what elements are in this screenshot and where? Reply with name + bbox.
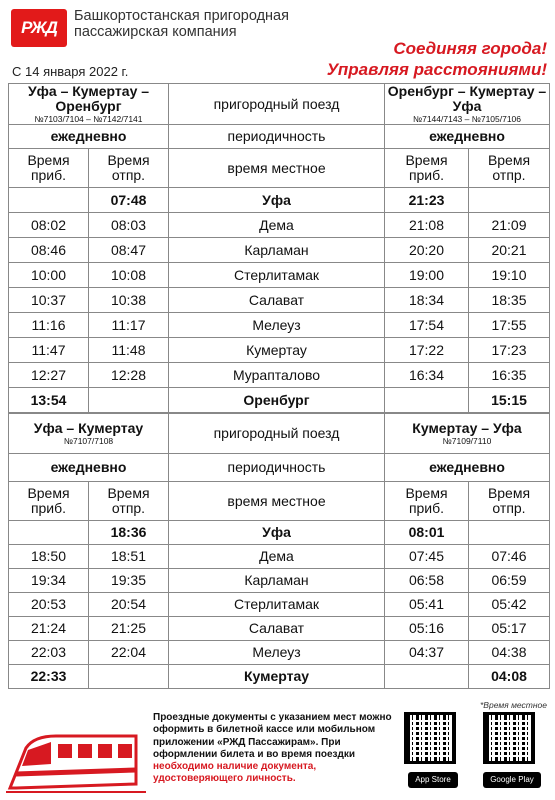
- company-name: [74, 8, 289, 40]
- column-header-row: [9, 482, 550, 521]
- table-row: [9, 593, 550, 617]
- arrival-time: 10:00: [9, 263, 89, 288]
- arrival-time-return: [385, 665, 469, 689]
- train-type: пригородный поезд: [169, 414, 385, 454]
- departure-time: 21:25: [89, 617, 169, 641]
- periodicity-right: ежедневно: [385, 125, 550, 149]
- route-right-numbers: №7109/7110: [442, 436, 492, 446]
- station-name: Оренбург: [169, 388, 385, 413]
- arrival-time-return: [385, 388, 469, 413]
- arrival-time: 08:46: [9, 238, 89, 263]
- periodicity-label: периодичность: [169, 125, 385, 149]
- route-left: [9, 84, 169, 125]
- dep-header-right: Время отпр.: [469, 149, 550, 188]
- departure-time: 11:48: [89, 338, 169, 363]
- station-name: Стерлитамак: [169, 263, 385, 288]
- departure-time-return: 16:35: [469, 363, 550, 388]
- arrival-time: 18:50: [9, 545, 89, 569]
- station-name: Дема: [169, 213, 385, 238]
- arrival-time-return: 19:00: [385, 263, 469, 288]
- appstore-badge[interactable]: App Store: [408, 772, 458, 788]
- arr-header-right: Время приб.: [385, 149, 469, 188]
- departure-time-return: 04:38: [469, 641, 550, 665]
- route-left-numbers: №7107/7108: [63, 436, 114, 446]
- periodicity-label: периодичность: [169, 454, 385, 482]
- departure-time: 08:03: [89, 213, 169, 238]
- arrival-time-return: 06:58: [385, 569, 469, 593]
- route-left-numbers: №7103/7104 – №7142/7141: [34, 114, 143, 124]
- arrival-time-return: 05:16: [385, 617, 469, 641]
- departure-time-return: 17:23: [469, 338, 550, 363]
- station-name: Мурапталово: [169, 363, 385, 388]
- periodicity-right: ежедневно: [385, 454, 550, 482]
- arrival-time-return: 17:22: [385, 338, 469, 363]
- table-row: [9, 521, 550, 545]
- local-time-label: время местное: [169, 149, 385, 188]
- arrival-time: 20:53: [9, 593, 89, 617]
- effective-date: С 14 января 2022 г.: [12, 64, 129, 79]
- departure-time-return: 15:15: [469, 388, 550, 413]
- departure-time: 10:38: [89, 288, 169, 313]
- route-right: [385, 414, 550, 454]
- ticket-info: [153, 712, 398, 786]
- departure-time: 10:08: [89, 263, 169, 288]
- station-name: Карламан: [169, 238, 385, 263]
- table-row: [9, 213, 550, 238]
- table-row: [9, 338, 550, 363]
- departure-time-return: 05:17: [469, 617, 550, 641]
- table-row: [9, 665, 550, 689]
- googleplay-qr-code[interactable]: [483, 712, 535, 764]
- table-row: [9, 388, 550, 413]
- departure-time-return: [469, 521, 550, 545]
- arrival-time: 10:37: [9, 288, 89, 313]
- table-row: [9, 188, 550, 213]
- departure-time: 20:54: [89, 593, 169, 617]
- schedule-table-2: [8, 413, 550, 689]
- ticket-info-text: Проездные документы с указанием мест можно оформить в билетной кассе или мобильном приложении «РЖД Пассажирам».: [153, 712, 392, 748]
- arrival-time-return: 07:45: [385, 545, 469, 569]
- company-line-2: пассажирская компания: [74, 24, 237, 40]
- departure-time-return: 18:35: [469, 288, 550, 313]
- arrival-time: 11:16: [9, 313, 89, 338]
- periodicity-row: [9, 454, 550, 482]
- departure-time-return: 17:55: [469, 313, 550, 338]
- arrival-time-return: 04:37: [385, 641, 469, 665]
- slogan-line-2: Управляя расстояниями!: [326, 60, 547, 79]
- departure-time-return: 20:21: [469, 238, 550, 263]
- departure-time: 19:35: [89, 569, 169, 593]
- train-type: пригородный поезд: [169, 84, 385, 125]
- station-name: Кумертау: [169, 338, 385, 363]
- footer: [0, 698, 555, 800]
- station-name: Кумертау: [169, 665, 385, 689]
- arrival-time: [9, 521, 89, 545]
- station-name: Уфа: [169, 521, 385, 545]
- arrival-time-return: 20:20: [385, 238, 469, 263]
- dep-header-left: Время отпр.: [89, 482, 169, 521]
- arrival-time: 08:02: [9, 213, 89, 238]
- departure-time-return: 06:59: [469, 569, 550, 593]
- route-left: [9, 414, 169, 454]
- arrival-time-return: 05:41: [385, 593, 469, 617]
- column-header-row: [9, 149, 550, 188]
- table-row: [9, 617, 550, 641]
- dep-header-left: Время отпр.: [89, 149, 169, 188]
- arrival-time-return: 17:54: [385, 313, 469, 338]
- arrival-time-return: 18:34: [385, 288, 469, 313]
- logo-text: РЖД: [21, 18, 57, 37]
- arrival-time: [9, 188, 89, 213]
- departure-time: 22:04: [89, 641, 169, 665]
- departure-time: [89, 665, 169, 689]
- departure-time-return: [469, 188, 550, 213]
- local-time-label: время местное: [169, 482, 385, 521]
- arrival-time-return: 16:34: [385, 363, 469, 388]
- local-time-note: *Время местное: [480, 700, 547, 710]
- schedule-body-1: [9, 188, 550, 413]
- route-right-title: Оренбург – Кумертау – Уфа: [387, 83, 547, 114]
- arrival-time: 22:33: [9, 665, 89, 689]
- rzd-logo: [11, 9, 67, 47]
- table-row: [9, 313, 550, 338]
- table-row: [9, 641, 550, 665]
- station-name: Карламан: [169, 569, 385, 593]
- arrival-time: 22:03: [9, 641, 89, 665]
- header: [0, 0, 555, 84]
- departure-time: 07:48: [89, 188, 169, 213]
- station-name: Уфа: [169, 188, 385, 213]
- station-name: Мелеуз: [169, 313, 385, 338]
- ticket-info-text-2: При оформлении билета и во время поездки: [153, 736, 356, 760]
- schedule-body-2: [9, 521, 550, 689]
- periodicity-row: [9, 125, 550, 149]
- arrival-time-return: 08:01: [385, 521, 469, 545]
- arrival-time: 19:34: [9, 569, 89, 593]
- table-row: [9, 363, 550, 388]
- departure-time-return: 19:10: [469, 263, 550, 288]
- id-required-text: необходимо наличие документа, удостоверяющего личность.: [153, 761, 317, 785]
- station-name: Мелеуз: [169, 641, 385, 665]
- arr-header-right: Время приб.: [385, 482, 469, 521]
- table-row: [9, 238, 550, 263]
- arrival-time-return: 21:08: [385, 213, 469, 238]
- arrival-time: 13:54: [9, 388, 89, 413]
- departure-time: [89, 388, 169, 413]
- route-left-title: Уфа – Кумертау: [33, 420, 144, 436]
- departure-time-return: 21:09: [469, 213, 550, 238]
- arrival-time-return: 21:23: [385, 188, 469, 213]
- station-name: Дема: [169, 545, 385, 569]
- departure-time: 12:28: [89, 363, 169, 388]
- table-row: [9, 288, 550, 313]
- departure-time-return: 05:42: [469, 593, 550, 617]
- arrival-time: 12:27: [9, 363, 89, 388]
- table-row: [9, 569, 550, 593]
- periodicity-left: ежедневно: [9, 454, 169, 482]
- arr-header-left: Время приб.: [9, 149, 89, 188]
- schedule-table-1: [8, 83, 550, 413]
- route-left-title: Уфа – Кумертау – Оренбург: [27, 83, 150, 114]
- station-name: Стерлитамак: [169, 593, 385, 617]
- arrival-time: 11:47: [9, 338, 89, 363]
- appstore-qr-code[interactable]: [404, 712, 456, 764]
- arr-header-left: Время приб.: [9, 482, 89, 521]
- route-right: [385, 84, 550, 125]
- slogan: [327, 38, 547, 80]
- station-name: Салават: [169, 617, 385, 641]
- station-name: Салават: [169, 288, 385, 313]
- departure-time: 11:17: [89, 313, 169, 338]
- route-right-numbers: №7144/7143 – №7105/7106: [412, 114, 522, 124]
- company-line-1: Башкортостанская пригородная: [74, 8, 289, 24]
- dep-header-right: Время отпр.: [469, 482, 550, 521]
- route-header-row: [9, 84, 550, 125]
- googleplay-badge[interactable]: Google Play: [483, 772, 541, 788]
- periodicity-left: ежедневно: [9, 125, 169, 149]
- departure-time-return: 07:46: [469, 545, 550, 569]
- arrival-time: 21:24: [9, 617, 89, 641]
- slogan-line-1: Соединяя города!: [393, 39, 547, 58]
- departure-time: 08:47: [89, 238, 169, 263]
- train-icon: [6, 718, 146, 796]
- route-header-row: [9, 414, 550, 454]
- route-right-title: Кумертау – Уфа: [412, 420, 522, 436]
- departure-time: 18:51: [89, 545, 169, 569]
- departure-time-return: 04:08: [469, 665, 550, 689]
- departure-time: 18:36: [89, 521, 169, 545]
- table-row: [9, 545, 550, 569]
- table-row: [9, 263, 550, 288]
